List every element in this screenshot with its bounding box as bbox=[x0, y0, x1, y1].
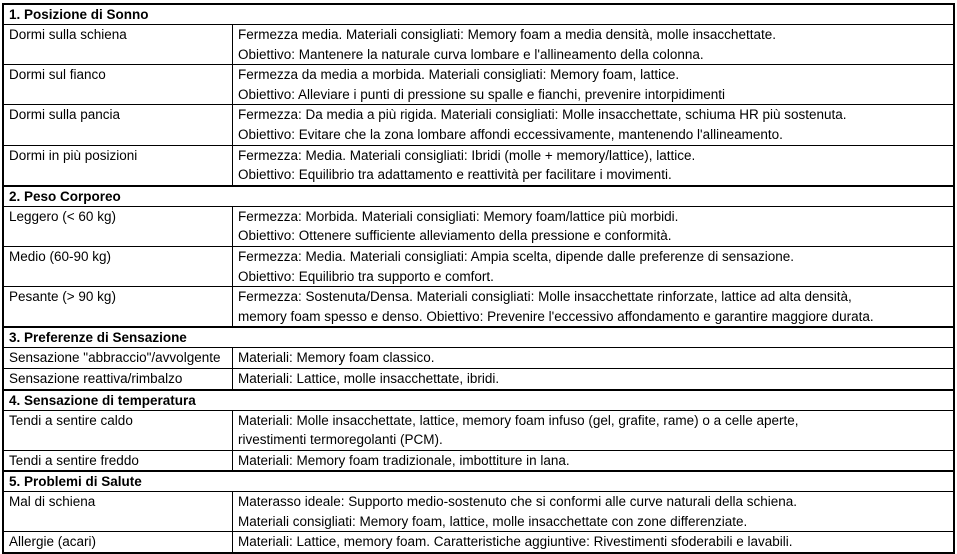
table-row bbox=[4, 347, 953, 368]
description-line: Fermezza: Morbida. Materiali consigliati: Memory foam/lattice più morbidi. bbox=[238, 208, 679, 224]
description-line: Fermezza: Sostenuta/Densa. Materiali consigliati: Molle insacchettate rinforzate, lattice ad alta densità, bbox=[238, 289, 852, 305]
description-line: Materiali: Molle insacchettate, lattice, memory foam infuso (gel, grafite, rame) o a celle aperte, bbox=[238, 412, 799, 428]
row-label: Dormi sulla schiena bbox=[4, 25, 233, 64]
description-line: Materiali: Lattice, molle insacchettate, ibridi. bbox=[238, 370, 500, 386]
section-header-sensazione-di-temperatura: 4. Sensazione di temperatura bbox=[4, 389, 953, 410]
description-line: Fermezza: Da media a più rigida. Materiali consigliati: Molle insacchettate, schiuma HR più sostenuta. bbox=[238, 107, 847, 123]
row-description bbox=[233, 492, 953, 531]
mattress-guide-table bbox=[2, 3, 955, 554]
description-line: Fermezza media. Materiali consigliati: Memory foam a media densità, molle insacchettate. bbox=[238, 27, 776, 42]
description-line: Materiali: Lattice, memory foam. Caratteristiche aggiuntive: Rivestimenti sfoderabili e lavabili. bbox=[238, 534, 793, 550]
row-description bbox=[233, 532, 953, 552]
row-label: Sensazione "abbraccio"/avvolgente bbox=[4, 348, 233, 368]
row-description bbox=[233, 247, 953, 286]
description-line: memory foam spesso e denso. Obiettivo: Prevenire l'eccessivo affondamento e garantire maggiore durata. bbox=[238, 308, 874, 324]
row-description bbox=[233, 105, 953, 144]
table-row bbox=[4, 531, 953, 552]
row-description bbox=[233, 451, 953, 471]
row-label: Tendi a sentire caldo bbox=[4, 411, 233, 450]
table-row bbox=[4, 104, 953, 144]
row-description bbox=[233, 146, 953, 185]
section-header-posizione-di-sonno: 1. Posizione di Sonno bbox=[9, 7, 149, 22]
table-row bbox=[4, 206, 953, 246]
row-label: Dormi sul fianco bbox=[4, 65, 233, 104]
description-line: Materiali consigliati: Memory foam, lattice, molle insacchettate con zone differenziate. bbox=[238, 513, 748, 529]
row-description bbox=[233, 348, 953, 368]
section-header-peso-corporeo: 2. Peso Corporeo bbox=[4, 185, 953, 206]
description-line: Materiali: Memory foam tradizionale, imbottiture in lana. bbox=[238, 452, 570, 468]
description-line: Obiettivo: Alleviare i punti di pressione su spalle e fianchi, prevenire intorpidimenti bbox=[238, 86, 726, 102]
table-row bbox=[4, 410, 953, 450]
table-row bbox=[4, 286, 953, 326]
row-label: Leggero (< 60 kg) bbox=[4, 207, 233, 246]
row-description bbox=[233, 287, 953, 326]
description-line: Fermezza da media a morbida. Materiali consigliati: Memory foam, lattice. bbox=[238, 67, 680, 83]
row-label: Dormi in più posizioni bbox=[4, 146, 233, 185]
row-label: Medio (60-90 kg) bbox=[4, 247, 233, 286]
description-line: Materasso ideale: Supporto medio-sostenuto che si conformi alle curve naturali della schiena. bbox=[238, 494, 798, 510]
description-line: Obiettivo: Equilibrio tra supporto e comfort. bbox=[238, 268, 494, 284]
row-label: Sensazione reattiva/rimbalzo bbox=[4, 369, 233, 389]
description-line: Obiettivo: Ottenere sufficiente alleviamento della pressione e conformità. bbox=[238, 228, 672, 244]
row-description bbox=[233, 207, 953, 246]
description-line: Materiali: Memory foam classico. bbox=[238, 350, 435, 366]
description-line: Obiettivo: Evitare che la zona lombare affondi eccessivamente, mantenendo l'allineamento. bbox=[238, 126, 783, 142]
row-label: Mal di schiena bbox=[4, 492, 233, 531]
row-label: Dormi sulla pancia bbox=[4, 105, 233, 144]
section-header-preferenze-di-sensazione: 3. Preferenze di Sensazione bbox=[4, 326, 953, 347]
table-row bbox=[4, 491, 953, 531]
description-line: rivestimenti termoregolanti (PCM). bbox=[238, 432, 443, 448]
row-description bbox=[233, 369, 953, 389]
table-row bbox=[4, 450, 953, 471]
row-label: Pesante (> 90 kg) bbox=[4, 287, 233, 326]
section-header-problemi-di-salute: 5. Problemi di Salute bbox=[4, 470, 953, 491]
description-line: Fermezza: Media. Materiali consigliati: Ampia scelta, dipende dalle preferenze di sensazione. bbox=[238, 248, 795, 264]
row-description bbox=[233, 411, 953, 450]
row-description bbox=[233, 65, 953, 104]
description-line: Obiettivo: Mantenere la naturale curva lombare e l'allineamento della colonna. bbox=[238, 46, 704, 62]
description-line: Fermezza: Media. Materiali consigliati: Ibridi (molle + memory/lattice), lattice. bbox=[238, 147, 696, 163]
table-row bbox=[4, 64, 953, 104]
description-line: Obiettivo: Equilibrio tra adattamento e reattività per facilitare i movimenti. bbox=[238, 167, 672, 183]
table-row bbox=[4, 24, 953, 64]
row-description bbox=[233, 25, 953, 64]
row-label: Tendi a sentire freddo bbox=[4, 451, 233, 471]
table-row bbox=[4, 145, 953, 185]
table-row bbox=[4, 368, 953, 389]
table-row bbox=[4, 246, 953, 286]
row-label: Allergie (acari) bbox=[4, 532, 233, 552]
